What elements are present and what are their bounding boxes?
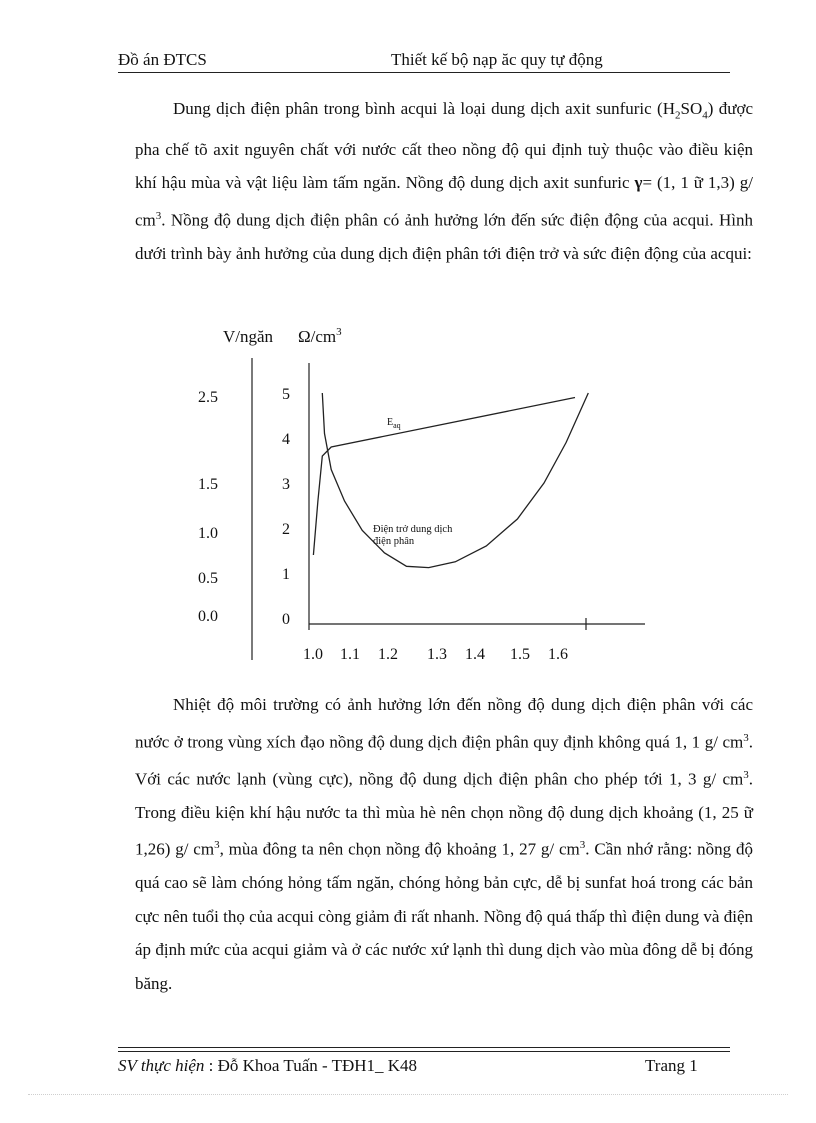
footer-student-label: SV thực hiện: [118, 1056, 205, 1075]
footer-student-name: : Đỗ Khoa Tuấn - TĐH1_ K48: [204, 1056, 418, 1075]
left-tick-label: 0.5: [198, 570, 218, 587]
left-tick-label: 1.0: [198, 525, 218, 542]
paragraph-temperature: [135, 688, 753, 1000]
superscript: 3: [155, 209, 162, 222]
paragraph-text: . Trong điều kiện khí hậu nước ta thì mùa hè nên chọn nồng độ dung dịch khoảng (1, 25 ữ 1,26) g/ cm: [135, 769, 753, 859]
right-axis-label-sup: 3: [336, 326, 342, 338]
right-tick-label: 5: [282, 386, 290, 403]
right-tick-label: 1: [282, 566, 290, 583]
series-label-eaq: [387, 417, 401, 430]
right-tick-label: 4: [282, 431, 290, 448]
right-axis-ticks: [282, 386, 290, 628]
paragraph-text: ) được pha chế tõ axit nguyên chất với nước cất theo nồng độ qui định tuỳ thuộc vào điều kiện khí hậu mùa và vật liệu làm tấm ngăn. Nồng độ dung dịch axit sunfuric: [135, 99, 753, 193]
left-tick-label: 0.0: [198, 608, 218, 625]
page-footer: [118, 1047, 730, 1077]
subscript: 2: [675, 109, 681, 122]
paragraph-text: . Với các nước lạnh (vùng cực), nồng độ dung dịch điện phân cho phép tới 1, 3 g/ cm: [135, 732, 753, 789]
superscript: 3: [214, 839, 220, 852]
superscript: 3: [743, 768, 749, 781]
series-line-resistance: [322, 393, 588, 568]
header-left-title: Đồ án ĐTCS: [118, 50, 207, 69]
subscript: 4: [702, 109, 708, 122]
paragraph-text: = (1, 1 ữ 1,3) g/ cm: [135, 173, 753, 230]
footer-student: [118, 1056, 417, 1076]
page-edge-dotted-line: [28, 1094, 788, 1095]
left-axis-ticks: [198, 389, 218, 625]
footer-rule: [118, 1051, 730, 1052]
series-label-eaq-text: E: [387, 417, 394, 428]
left-tick-label: 2.5: [198, 389, 218, 406]
x-tick-label: 1.2: [378, 646, 398, 663]
left-axis-label: V/ngăn: [223, 327, 274, 346]
paragraph-text: Nhiệt độ môi trường có ảnh hưởng lớn đến nồng độ dung dịch điện phân với các nước ở trong vùng xích đạo nồng độ dung dịch điện phân quy định không quá 1, 1 g/ cm: [135, 695, 753, 752]
header-right-title: Thiết kế bộ nạp ăc quy tự động: [391, 50, 603, 69]
right-tick-label: 3: [282, 476, 290, 493]
series-label-resistance-line1: Điện trở dung dịch: [373, 524, 453, 535]
paragraph-text: . Cần nhớ rằng: nồng độ quá cao sẽ làm chóng hỏng tấm ngăn, chóng hỏng bản cực, dễ bị sunfat hoá trong các bản cực nên tuổi thọ của acqui còng giảm đi rất nhanh. Nồng độ quá thấp thì điện dung và điện áp định mức của acqui giảm và ở các nước xứ lạnh thì dung dịch vào mùa đông dễ bị đóng băng.: [135, 839, 753, 993]
x-axis-ticks: [303, 646, 568, 663]
x-tick-label: 1.3: [427, 646, 447, 663]
x-tick-label: 1.4: [465, 646, 485, 663]
left-tick-label: 1.5: [198, 476, 218, 493]
footer-rule: [118, 1047, 730, 1048]
footer-page-number: Trang 1: [645, 1056, 698, 1075]
right-axis-label: [298, 326, 342, 346]
right-tick-label: 2: [282, 521, 290, 538]
superscript: 3: [579, 839, 586, 852]
x-tick-label: 1.1: [340, 646, 360, 663]
series-label-resistance-line2: điện phân: [373, 536, 415, 547]
right-axis-label-text: Ω/cm: [298, 327, 337, 346]
x-tick-label: 1.0: [303, 646, 323, 663]
paragraph-text: . Nồng độ dung dịch điện phân có ảnh hưởng lớn đến sức điện động của acqui. Hình dưới trình bày ảnh hưởng của dung dịch điện phân tới điện trở và sức điện động của acqui:: [135, 210, 753, 264]
right-tick-label: 0: [282, 611, 290, 628]
superscript: 3: [743, 731, 749, 744]
gamma-symbol: γ: [634, 173, 643, 193]
paragraph-text: , mùa đông ta nên chọn nồng độ khoảng 1, 27 g/ cm: [219, 839, 580, 859]
electrolyte-chart: [190, 318, 660, 668]
paragraph-text: SO: [680, 99, 703, 118]
page-header: [118, 50, 730, 73]
x-tick-label: 1.6: [548, 646, 568, 663]
paragraph-intro: [135, 92, 753, 271]
series-label-eaq-sub: aq: [393, 421, 401, 430]
x-tick-label: 1.5: [510, 646, 530, 663]
paragraph-text: Dung dịch điện phân trong bình acqui là loại dung dịch axit sunfuric (H: [173, 99, 675, 118]
